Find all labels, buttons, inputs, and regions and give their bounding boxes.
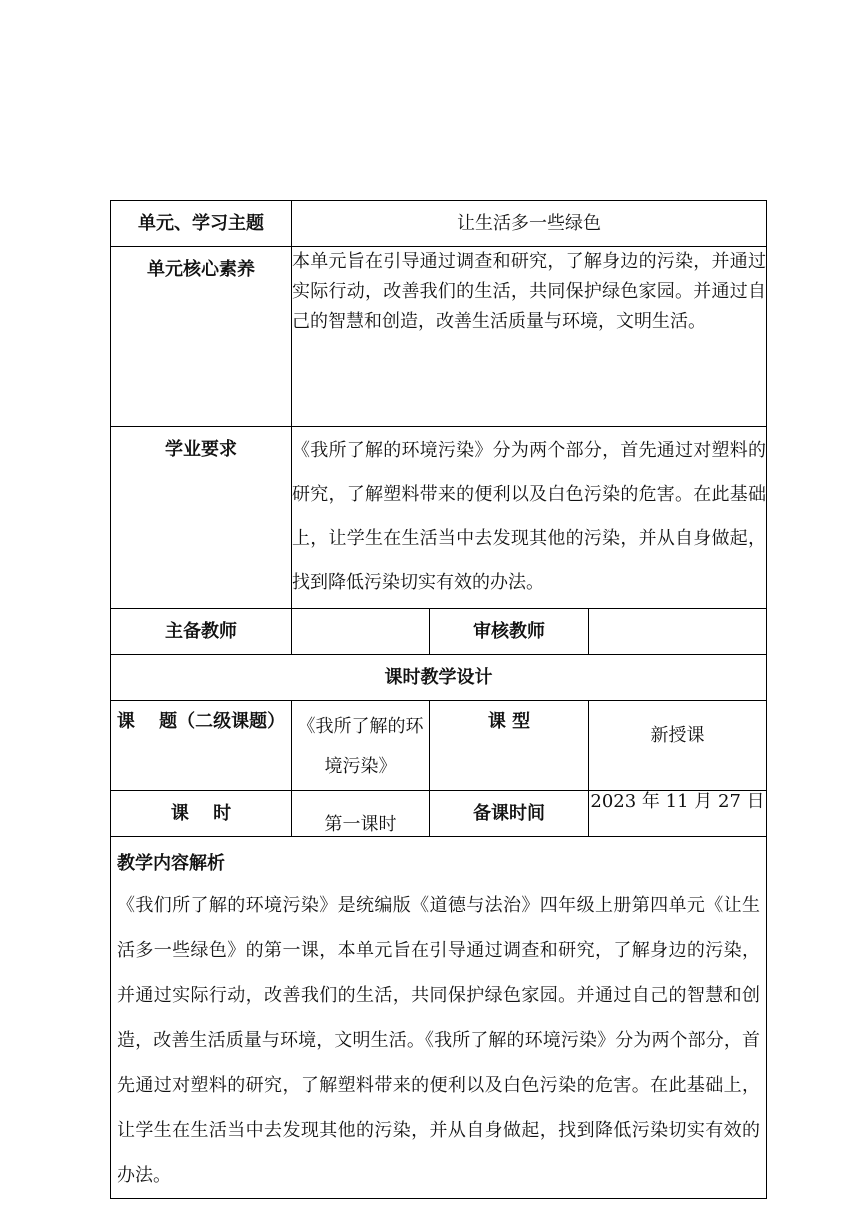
- unit-theme-row: [111, 201, 767, 247]
- main-teacher-label: 主备教师: [111, 609, 292, 655]
- review-teacher-value: [589, 609, 767, 655]
- section-title-row: [111, 655, 767, 701]
- review-teacher-label: 审核教师: [430, 609, 589, 655]
- period-row: [111, 791, 767, 837]
- teachers-row: [111, 609, 767, 655]
- core-literacy-label: 单元核心素养: [111, 247, 292, 427]
- prep-time-label: 备课时间: [430, 791, 589, 837]
- prep-time-value: 2023 年 11 月 27 日: [589, 791, 767, 837]
- unit-theme-value: 让生活多一些绿色: [292, 201, 767, 247]
- analysis-row: [111, 837, 767, 1199]
- core-literacy-value: 本单元旨在引导通过调查和研究，了解身边的污染，并通过实际行动，改善我们的生活，共同保护绿色家园。并通过自己的智慧和创造，改善生活质量与环境，文明生活。: [292, 247, 767, 427]
- academic-req-row: [111, 427, 767, 609]
- analysis-heading: 教学内容解析: [117, 853, 225, 874]
- main-teacher-value: [292, 609, 430, 655]
- core-literacy-row: [111, 247, 767, 427]
- lesson-type-label: 课 型: [430, 701, 589, 791]
- period-label: 课 时: [111, 791, 292, 837]
- academic-req-label: 学业要求: [111, 427, 292, 609]
- analysis-body: 《我们所了解的环境污染》是统编版《道德与法治》四年级上册第四单元《让生活多一些绿色》的第一课，本单元旨在引导通过调查和研究，了解身边的污染，并通过实际行动，改善我们的生活，共同保护绿色家园。并通过自己的智慧和创造，改善生活质量与环境，文明生活。《我所了解的环境污染》分为两个部分，首先通过对塑料的研究，了解塑料带来的便利以及白色污染的危害。在此基础上，让学生在生活当中去发现其他的污染，并从自身做起，找到降低污染切实有效的办法。: [117, 895, 761, 1186]
- topic-value: 《我所了解的环境污染》: [292, 701, 430, 791]
- topic-row: [111, 701, 767, 791]
- academic-req-value: 《我所了解的环境污染》分为两个部分，首先通过对塑料的研究，了解塑料带来的便利以及白色污染的危害。在此基础上，让学生在生活当中去发现其他的污染，并从自身做起，找到降低污染切实有效的办法。: [292, 427, 767, 609]
- lesson-plan-table: [110, 200, 767, 1199]
- lesson-type-value: 新授课: [589, 701, 767, 791]
- topic-label: 课 题（二级课题）: [111, 701, 292, 791]
- unit-theme-label: 单元、学习主题: [111, 201, 292, 247]
- section-title: 课时教学设计: [111, 655, 767, 701]
- period-value: 第一课时: [292, 791, 430, 837]
